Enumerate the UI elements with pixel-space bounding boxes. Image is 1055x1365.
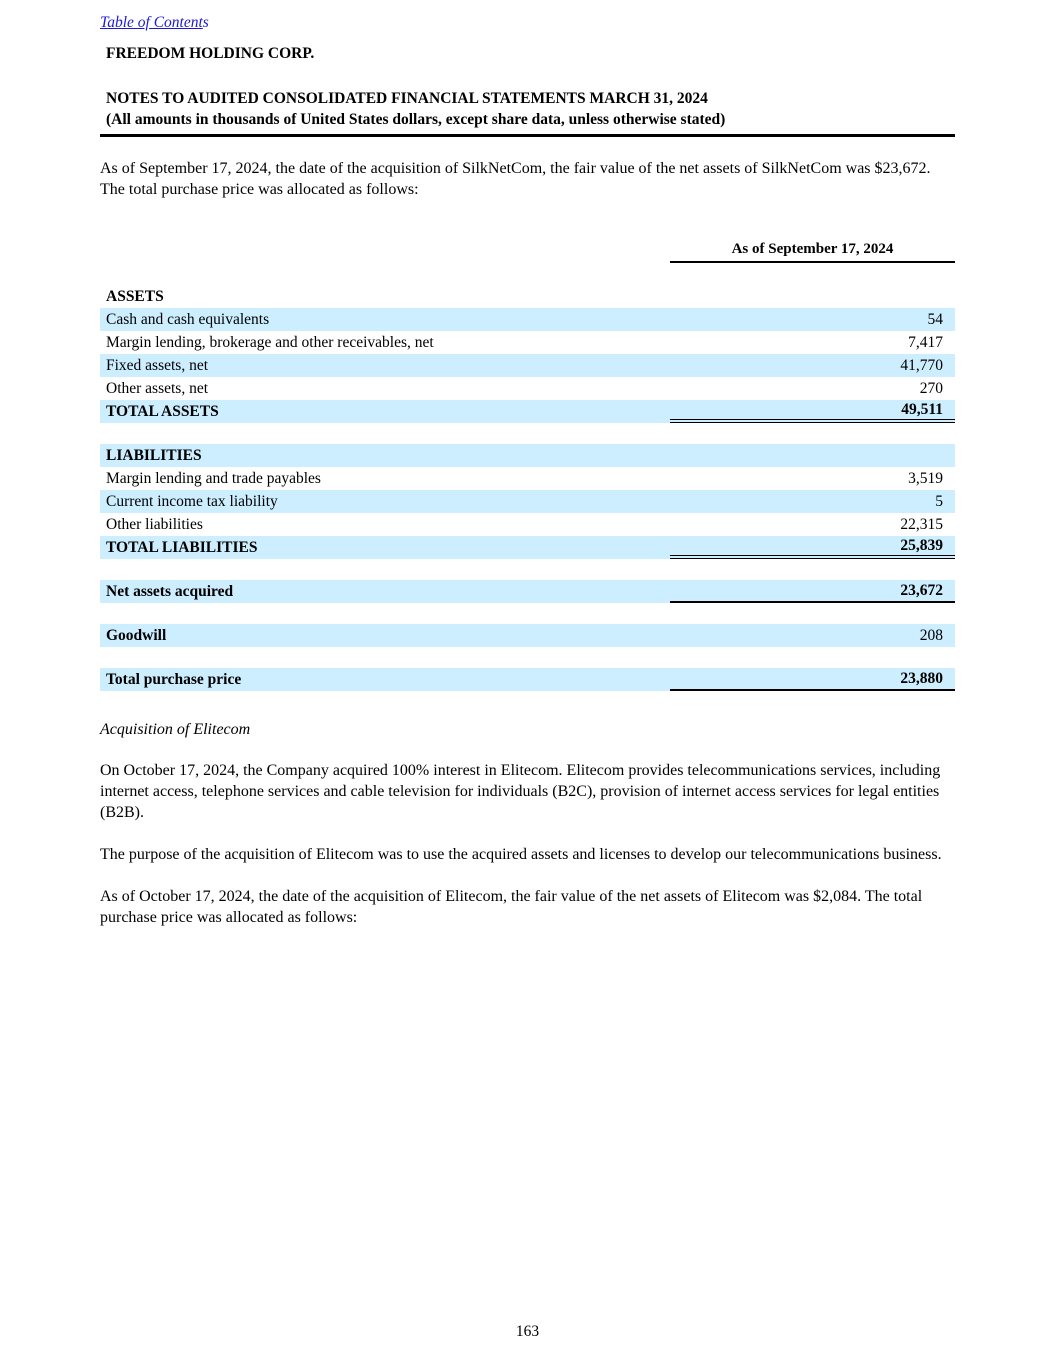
row-value: 7,417	[908, 333, 943, 351]
row-value: 3,519	[908, 469, 943, 487]
table-row-other-liabilities	[100, 513, 955, 536]
document-subtitle: (All amounts in thousands of United States dollars, except share data, unless otherwise stated)	[106, 111, 726, 128]
company-name: FREEDOM HOLDING CORP.	[106, 45, 315, 62]
table-row-net-assets-acquired	[100, 580, 955, 603]
row-value: 41,770	[900, 356, 943, 374]
row-label: Other assets, net	[106, 379, 209, 397]
table-of-contents-link-text[interactable]: Table of Content	[100, 14, 203, 31]
table-spacer	[100, 603, 955, 624]
row-label: TOTAL LIABILITIES	[106, 538, 258, 556]
table-row-current-income-tax	[100, 490, 955, 513]
table-spacer	[100, 263, 955, 285]
table-row-total-assets	[100, 400, 955, 423]
row-value: 22,315	[900, 515, 943, 533]
row-value	[670, 444, 955, 467]
row-label: Net assets acquired	[106, 582, 234, 600]
table-row-goodwill	[100, 624, 955, 647]
table-of-contents-link-tail[interactable]: s	[202, 14, 209, 31]
row-value: 23,672	[670, 580, 955, 603]
row-label: Other liabilities	[106, 515, 203, 533]
table-of-contents-link[interactable]	[100, 14, 209, 32]
column-header-date: As of September 17, 2024	[670, 238, 955, 263]
row-value: 23,880	[670, 668, 955, 691]
row-label: Total purchase price	[106, 670, 242, 688]
row-label: ASSETS	[106, 287, 164, 305]
paragraph-elitecom-purpose: The purpose of the acquisition of Elitecom was to use the acquired assets and licenses to develop our telecommunications business.	[100, 846, 942, 863]
table-spacer	[100, 423, 955, 444]
table-row-liabilities-header	[100, 444, 955, 467]
row-value: 208	[919, 626, 943, 644]
document-title: NOTES TO AUDITED CONSOLIDATED FINANCIAL STATEMENTS MARCH 31, 2024	[106, 90, 708, 107]
table-row-margin-lending-payables	[100, 467, 955, 490]
paragraph-silknetcom-intro: As of September 17, 2024, the date of the acquisition of SilkNetCom, the fair value of the net assets of SilkNetCom was $23,672. The total purchase price was allocated as follows:	[100, 160, 931, 198]
row-label: Fixed assets, net	[106, 356, 209, 374]
row-value: 270	[919, 379, 943, 397]
table-header-row	[100, 238, 955, 263]
table-spacer	[100, 559, 955, 580]
row-value	[670, 285, 955, 308]
paragraph-elitecom-intro: As of October 17, 2024, the date of the acquisition of Elitecom, the fair value of the net assets of Elitecom was $2,084. The total purchase price was allocated as follows:	[100, 888, 923, 926]
row-label: Cash and cash equivalents	[106, 310, 270, 328]
title-divider-rule	[100, 134, 955, 137]
page-number: 163	[515, 1323, 540, 1340]
table-row-other-assets	[100, 377, 955, 400]
table-row-fixed-assets	[100, 354, 955, 377]
row-label: TOTAL ASSETS	[106, 402, 219, 420]
table-row-total-purchase-price	[100, 668, 955, 691]
row-value: 5	[935, 492, 943, 510]
row-value: 25,839	[670, 536, 955, 559]
row-label: Goodwill	[106, 626, 167, 644]
row-label: Current income tax liability	[106, 492, 278, 510]
paragraph-elitecom-overview: On October 17, 2024, the Company acquired 100% interest in Elitecom. Elitecom provides telecommunications services, including internet access, telephone services and cable television for individuals (B2C), provision of internet access services for legal entities (B2B).	[100, 762, 941, 821]
table-row-assets-header	[100, 285, 955, 308]
table-row-total-liabilities	[100, 536, 955, 559]
row-value: 54	[927, 310, 943, 328]
row-label: Margin lending and trade payables	[106, 469, 321, 487]
table-row-cash	[100, 308, 955, 331]
row-label: LIABILITIES	[106, 446, 202, 464]
table-spacer	[100, 647, 955, 668]
row-value: 49,511	[670, 400, 955, 423]
table-row-margin-lending-receivables	[100, 331, 955, 354]
row-label: Margin lending, brokerage and other receivables, net	[106, 333, 434, 351]
acquisition-of-elitecom-heading: Acquisition of Elitecom	[100, 721, 251, 738]
purchase-price-allocation-table	[100, 238, 955, 691]
